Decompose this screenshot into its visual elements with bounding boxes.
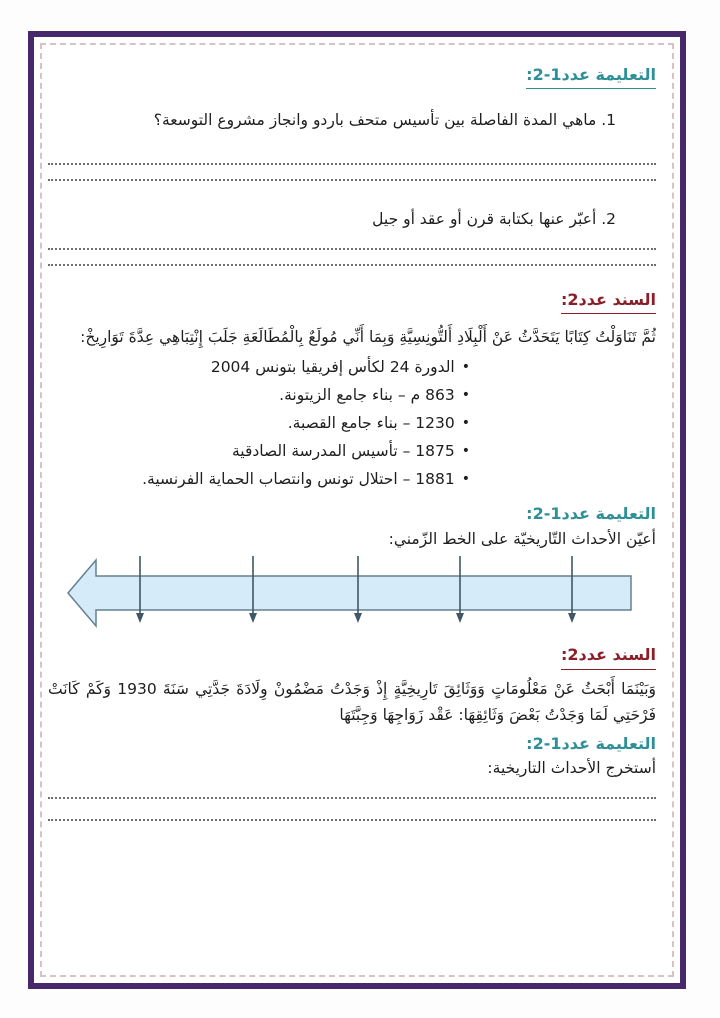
answer-line	[48, 243, 656, 250]
list-item	[48, 354, 470, 382]
bullet-icon: •	[461, 359, 470, 376]
answer-line	[48, 174, 656, 181]
source-paragraph-2: وَبَيْنَمَا أَبْحَثُ عَنْ مَعْلُومَاتٍ وَوَثَائِقَ تَارِيخِيَّةٍ إِذْ وَجَدْتُ مَضْمُونْ وِلَادَةَ جَدَّتِي سَنَةَ 1930 وَكَمْ كَانَتْ فَرْحَتِي لَمَا وَجَدْتُ بَعْضَ وَثَائِقِهَا: عَقْد زَوَاجِهَا وَجِبَّتَهَا	[48, 679, 656, 724]
question-2: 2. أعبّر عنها بكتابة قرن أو عقد أو جيل	[372, 209, 616, 228]
bullet-icon: •	[461, 387, 470, 404]
answer-line	[48, 259, 656, 266]
date-entry: 1230 – بناء جامع القصبة.	[287, 414, 455, 433]
answer-line	[48, 792, 656, 799]
bullet-icon: •	[461, 443, 470, 460]
instruction-task-2: أعيّن الأحداث التّاريخيّة على الخط الزّمني:	[388, 529, 656, 548]
list-item	[48, 466, 470, 494]
question-1: 1. ماهي المدة الفاصلة بين تأسيس متحف باردو وانجاز مشروع التوسعة؟	[153, 111, 616, 130]
timeline-arrow	[68, 560, 631, 626]
instruction-header-2: التعليمة عدد1-2:	[526, 504, 656, 524]
bullet-icon: •	[461, 415, 470, 432]
date-entry: 1881 – احتلال تونس وانتصاب الحماية الفرنسية.	[142, 470, 455, 489]
dates-list	[48, 354, 656, 494]
answer-line	[48, 158, 656, 165]
timeline	[48, 554, 656, 642]
source-header-1: السند عدد2:	[48, 288, 656, 314]
date-entry: 863 م – بناء جامع الزيتونة.	[279, 386, 455, 405]
list-item	[48, 438, 470, 466]
worksheet-page	[28, 31, 686, 989]
instruction-header-3: التعليمة عدد1-2:	[526, 733, 656, 753]
instruction-task-3: أستخرج الأحداث التاريخية:	[487, 758, 656, 777]
bullet-icon: •	[461, 471, 470, 488]
worksheet-content	[48, 37, 656, 971]
date-entry: 1875 – تأسيس المدرسة الصادقية	[231, 442, 455, 461]
instruction-header-1: التعليمة عدد1-2:	[48, 63, 656, 89]
list-item	[48, 410, 470, 438]
source-header-2: السند عدد2:	[48, 643, 656, 669]
date-entry: الدورة 24 لكأس إفريقيا بتونس 2004	[210, 358, 455, 377]
answer-line	[48, 814, 656, 821]
timeline-graphic	[48, 554, 656, 636]
list-item	[48, 382, 470, 410]
source-intro-paragraph: ثُمَّ تَنَاوَلْتُ كِتَابًا يَتَحَدَّثُ عَنْ أَلْبِلَادِ أَلتُّونِسِيَّةِ وَبِمَا أَنِّي مُولَعٌ بِالْمُطَالَعَةِ جَلَبَ إِنْتِبَاهِي عِدَّةَ تَوَارِيخْ:	[80, 328, 656, 347]
